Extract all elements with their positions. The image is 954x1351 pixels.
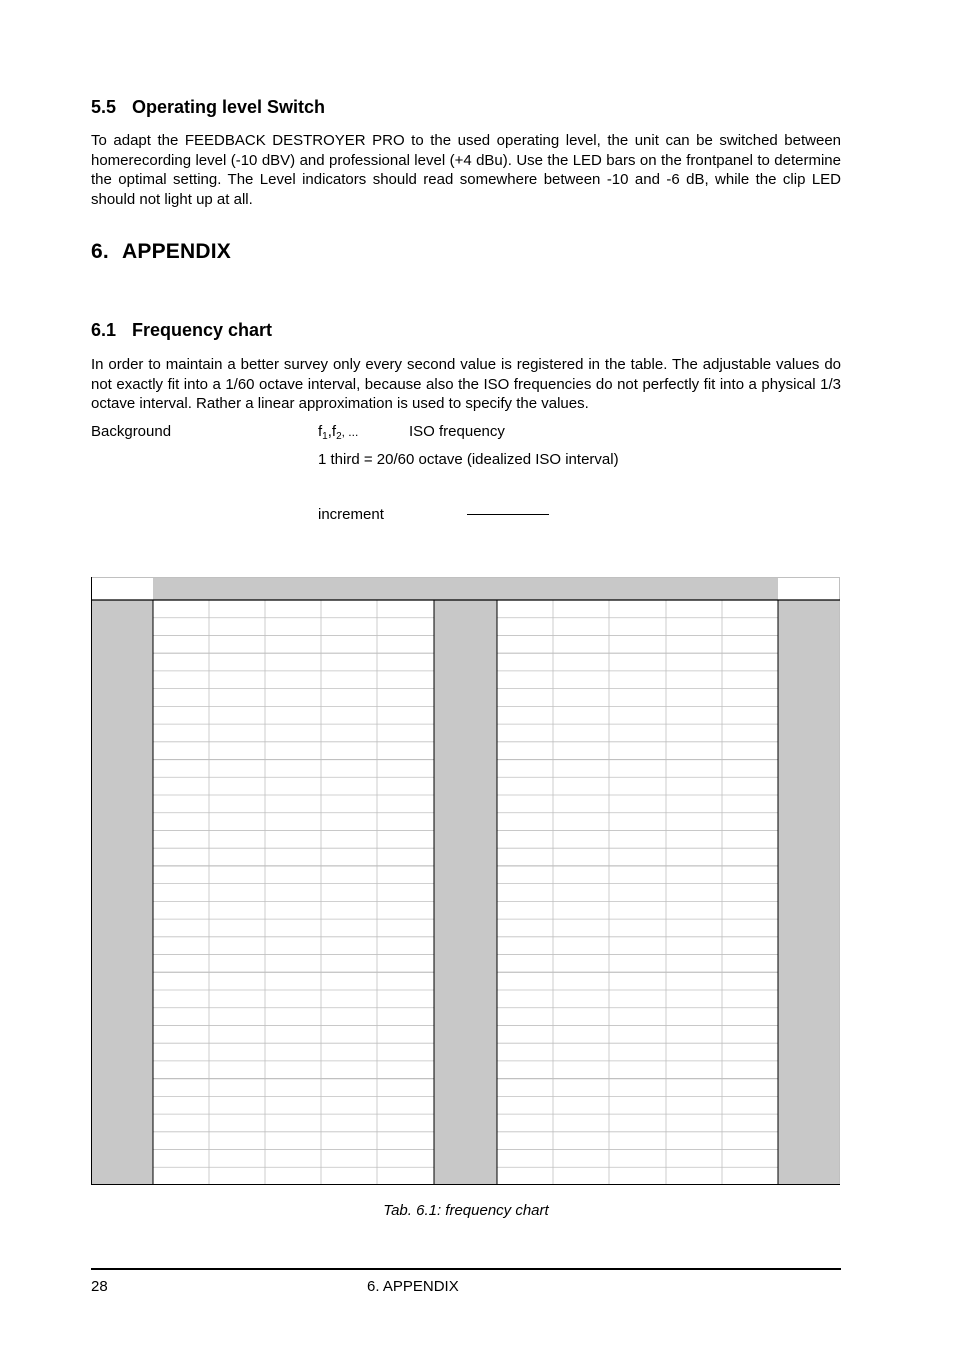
chapter-number: 6.	[91, 240, 109, 263]
section-6-1-heading	[91, 320, 272, 341]
table-grey-column	[434, 600, 497, 1185]
footer-rule	[91, 1268, 841, 1270]
f-symbol: f	[318, 423, 323, 440]
f-sub-2: 2	[336, 431, 342, 442]
section-number: 6.1	[91, 320, 117, 340]
increment-line	[467, 514, 549, 515]
f-sub-1: 1	[322, 431, 328, 442]
f-separator: ,f	[327, 423, 337, 440]
appendix-heading	[91, 240, 231, 264]
legend-background-label: Background	[91, 423, 172, 440]
legend-iso-label: ISO frequency	[409, 423, 505, 440]
footer-chapter: 6. APPENDIX	[367, 1278, 459, 1295]
frequency-table	[91, 577, 840, 1185]
section-5-5-heading	[91, 97, 325, 118]
page-number: 28	[91, 1278, 108, 1295]
legend-third-label: 1 third = 20/60 octave (idealized ISO interval)	[318, 451, 619, 468]
table-grey-column	[91, 600, 153, 1185]
table-grey-column	[778, 600, 840, 1185]
legend-f-values	[318, 423, 358, 440]
section-title: Operating level Switch	[132, 97, 326, 117]
table-caption: Tab. 6.1: frequency chart	[383, 1202, 549, 1219]
section-5-5-body: To adapt the FEEDBACK DESTROYER PRO to the used operating level, the unit can be switched between homerecording level (-10 dBV) and professional level (+4 dBu). Use the LED bars on the frontpanel to determine the optimal setting. The Level indicators should read somewhere between -10 and -6 dB, while the clip LED should not light up at all.	[91, 132, 841, 208]
chapter-title: APPENDIX	[122, 240, 231, 263]
section-title: Frequency chart	[132, 320, 273, 340]
section-6-1-body: In order to maintain a better survey only every second value is registered in the table. The adjustable values do not exactly fit into a 1/60 octave interval, because also the ISO frequencies do not perfectly fit into a physical 1/3 octave interval. Rather a linear approximation is used to specify the values.	[91, 356, 841, 413]
table-header-band	[153, 577, 778, 600]
section-number: 5.5	[91, 97, 117, 117]
f-ellipsis: , ...	[341, 425, 359, 439]
legend-increment-label: increment	[318, 506, 384, 523]
table-grid	[91, 577, 840, 1185]
